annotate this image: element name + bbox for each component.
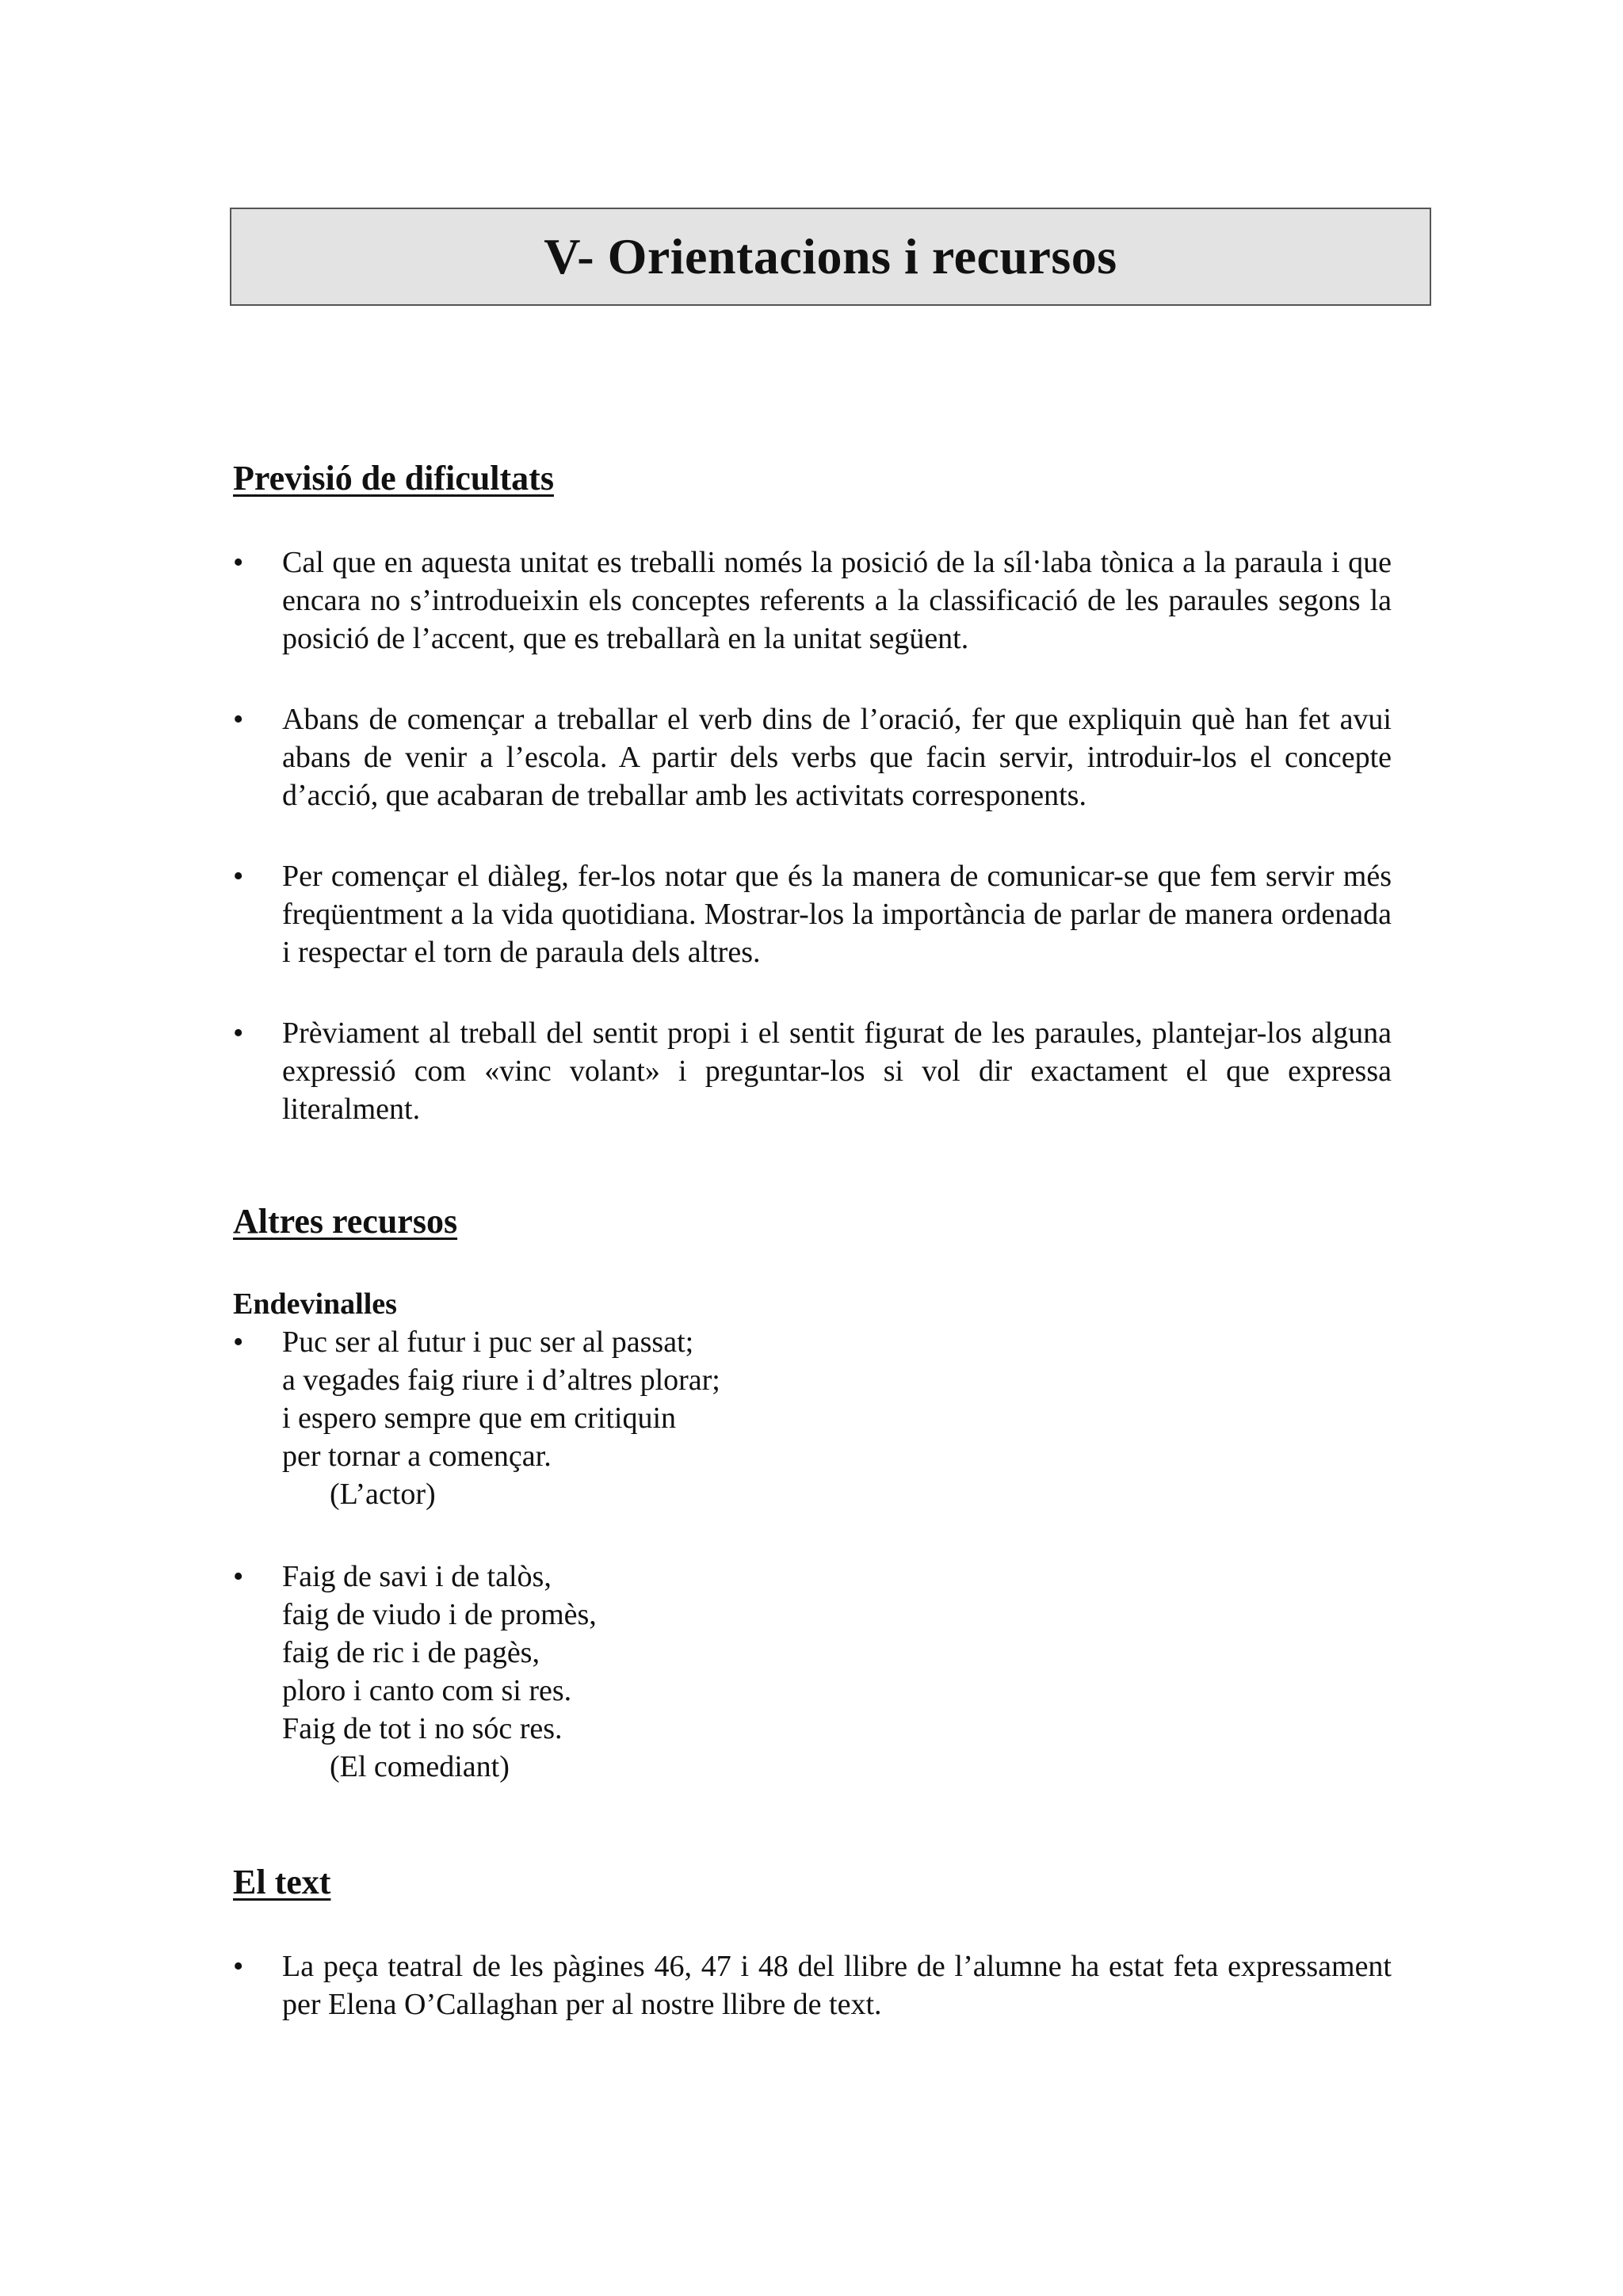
bullet-text: Abans de començar a treballar el verb dins de l’oració, fer que expliquin què han fet avui abans de venir a l’escola. A partir dels verbs que facin servir, introduir-los el concepte d’acció, que acabaran de treballar amb les activitats corresponents.: [282, 703, 1392, 812]
riddle-line: Faig de tot i no sóc res.: [282, 1712, 563, 1745]
riddle-line: ploro i canto com si res.: [282, 1674, 572, 1707]
section-heading-el-text: El text: [233, 1863, 331, 1901]
riddle-answer: (L’actor): [330, 1478, 436, 1511]
riddle: [233, 1323, 946, 1513]
title-box: [230, 208, 1431, 306]
list-item: [233, 543, 1392, 658]
bullet: •: [233, 1325, 244, 1359]
bullet: •: [233, 1016, 244, 1050]
riddle-line: i espero sempre que em critiquin: [282, 1402, 677, 1435]
riddle-line: Faig de savi i de talòs,: [282, 1560, 552, 1593]
list-item: [233, 1947, 1392, 2023]
page-title: V- Orientacions i recursos: [544, 228, 1117, 284]
list-item: [233, 1014, 1392, 1128]
riddle-line: a vegades faig riure i d’altres plorar;: [282, 1363, 720, 1397]
bullet-text: La peça teatral de les pàgines 46, 47 i 48 del llibre de l’alumne ha estat feta expressament per Elena O’Callaghan per al nostre llibre de text.: [282, 1950, 1392, 2021]
section-heading-previsio: Previsió de dificultats: [233, 459, 554, 498]
bullet: •: [233, 703, 244, 736]
riddle-line: per tornar a començar.: [282, 1440, 552, 1473]
subheading-endevinalles: Endevinalles: [233, 1287, 397, 1321]
section-heading-altres-recursos: Altres recursos: [233, 1202, 458, 1241]
list-item: [233, 700, 1392, 814]
bullet: •: [233, 1560, 244, 1593]
bullet-text: Per començar el diàleg, fer-los notar que és la manera de comunicar-se que fem servir més freqüentment a la vida quotidiana. Mostrar-los la importància de parlar de manera ordenada i respectar el torn de paraula dels altres.: [282, 860, 1392, 969]
list-item: [233, 857, 1392, 971]
bullet: •: [233, 1950, 244, 1983]
riddle-line: Puc ser al futur i puc ser al passat;: [282, 1325, 694, 1359]
riddle-line: faig de ric i de pagès,: [282, 1636, 540, 1669]
bullet: •: [233, 860, 244, 893]
riddle-line: faig de viudo i de promès,: [282, 1598, 597, 1631]
riddle-answer: (El comediant): [330, 1750, 510, 1783]
bullet-text: Cal que en aquesta unitat es treballi només la posició de la síl·laba tònica a la paraula i que encara no s’introdueixin els conceptes referents a la classificació de les paraules segons la posició de l’accent, que es treballarà en la unitat següent.: [282, 546, 1392, 655]
bullet: •: [233, 546, 244, 579]
bullet-text: Prèviament al treball del sentit propi i el sentit figurat de les paraules, plantejar-los alguna expressió com «vinc volant» i preguntar-los si vol dir exactament el que expressa literalment.: [282, 1016, 1392, 1126]
riddle: [233, 1558, 946, 1786]
